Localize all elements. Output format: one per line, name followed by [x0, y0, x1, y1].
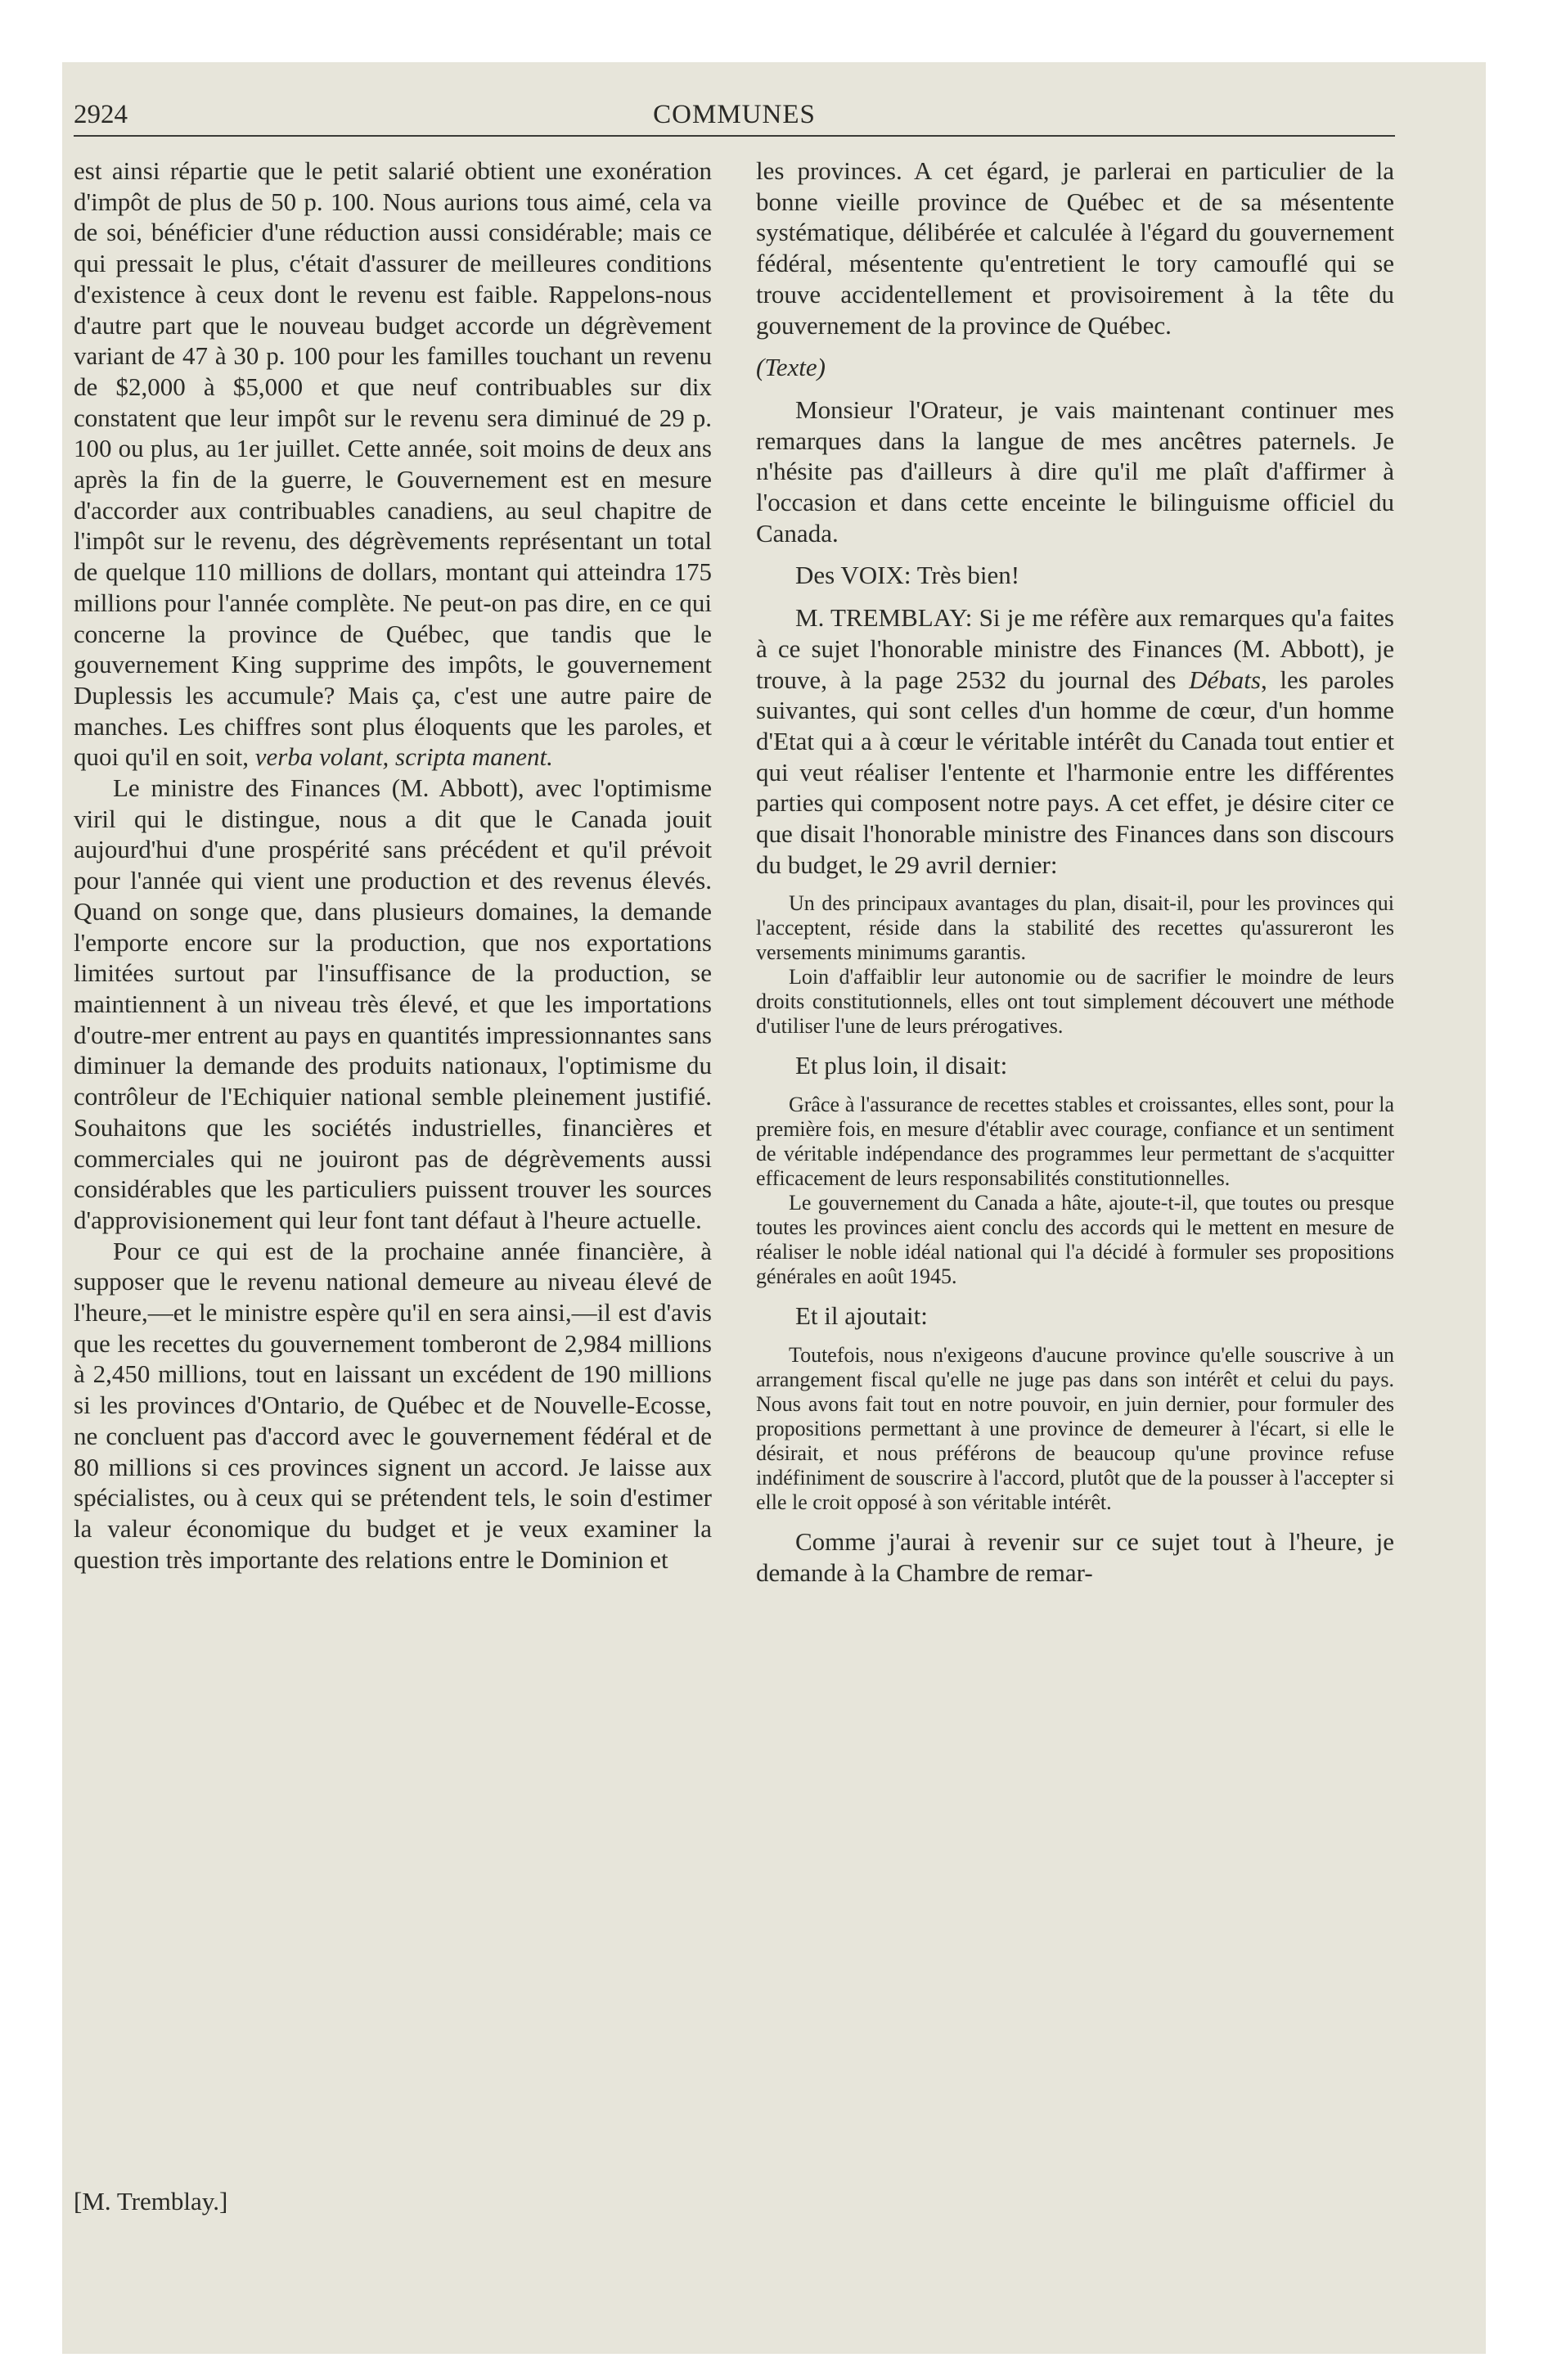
speaker-reference: [M. Tremblay.] [74, 2187, 228, 2215]
left-paragraph-3: Pour ce qui est de la prochaine année financière, à supposer que le revenu national demeure au niveau élevé de l'heure,—et le ministre espère qu'il en sera ainsi,—il est d'avis que les recettes du gouvernement tomberont de 2,984 millions à 2,450 millions, tout en laissant un excédent de 190 millions si les provinces d'Ontario, de Québec et de Nouvelle-Ecosse, ne concluent pas d'accord avec le gouvernement fédéral et de 80 millions si ces provinces signent un accord. Je laisse aux spécialistes, ou à ceux qui se prétendent tels, le soin d'estimer la valeur économique du budget et je veux examiner la question très importante des relations entre le Dominion et [74, 1236, 712, 1574]
right-paragraph-6: Et il ajoutait: [795, 1301, 928, 1331]
quote-1: Un des principaux avantages du plan, disait-il, pour les provinces qui l'acceptent, réside dans la stabilité des recettes qu'assureront les versements minimums garantis. [756, 891, 1394, 965]
right-paragraph-1: les provinces. A cet égard, je parlerai en particulier de la bonne vieille province de Québec et de sa mésentente systématique, délibérée et calculée à l'égard du gouvernement fédéral, mésentente qu'entretient le tory camouflé qui se trouve accidentellement et provisoirement à la tête du gouvernement de la province de Québec. [756, 156, 1394, 340]
left-paragraph-1: est ainsi répartie que le petit salarié obtient une exonération d'impôt de plus de 50 p. 100. Nous aurions tous aimé, cela va de soi, bénéficier d'une réduction aussi considérable; mais ce qui pressait le plus, c'était d'assurer de meilleures conditions d'existence à ceux dont le revenu est faible. Rappelons-nous d'autre part que le nouveau budget accorde un dégrèvement variant de 47 à 30 p. 100 pour les familles touchant un revenu de $2,000 à $5,000 et que neuf contribuables sur dix constatent que leur impôt sur le revenu sera diminué de 29 p. 100 ou plus, au 1er juillet. Cette année, soit moins de deux ans après la fin de la guerre, le Gouvernement est en mesure d'accorder aux contribuables canadiens, au seul chapitre de l'impôt sur le revenu, des dégrèvements représentant un total de quelque 110 millions de dollars, montant qui atteindra 175 millions pour l'année complète. Ne peut-on pas dire, en ce qui concerne la province de Québec, que tandis que le gouvernement King supprime des impôts, le gouvernement Duplessis les accumule? Mais ça, c'est une autre paire de manches. Les chiffres sont plus éloquents que les paroles, et quoi qu'il en soit, verba volant, scripta manent. [74, 156, 712, 772]
left-column [74, 156, 712, 1575]
right-paragraph-4: M. TREMBLAY: Si je me réfère aux remarques qu'a faites à ce sujet l'honorable ministre des Finances (M. Abbott), je trouve, à la page 2532 du journal des Débats, les paroles suivantes, qui sont celles d'un homme de cœur, d'un homme d'Etat qui a à cœur le véritable intérêt du Canada tout entier et qui veut réaliser l'entente et l'harmonie entre les différentes parties qui composent notre pays. A cet effet, je désire citer ce que disait l'honorable ministre des Finances dans son discours du budget, le 29 avril dernier: [756, 603, 1394, 879]
quote-3: Grâce à l'assurance de recettes stables et croissantes, elles sont, pour la première fois, en mesure d'établir avec courage, confiance et un sentiment de véritable indépendance des programmes leur permettant de s'acquitter efficacement de leurs responsabilités constitutionnelles. [756, 1093, 1394, 1191]
page-number: 2924 [74, 100, 128, 129]
quote-2: Loin d'affaiblir leur autonomie ou de sacrifier le moindre de leurs droits constitutionnels, elles ont tout simplement découvert une méthode d'utiliser l'une de leurs prérogatives. [756, 965, 1394, 1039]
latin-quote: verba volant, scripta manent. [254, 742, 553, 772]
left-paragraph-2: Le ministre des Finances (M. Abbott), avec l'optimisme viril qui le distingue, nous a dit que le Canada jouit aujourd'hui d'une prospérité sans précédent et qu'il prévoit pour l'année qui vient une production et des revenus élevés. Quand on songe que, dans plusieurs domaines, la demande l'emporte encore sur la production, que nos exportations limitées surtout par l'insuffisance de la production, se maintiennent à un niveau très élevé, et que les importations d'outre-mer entrent au pays en quantités impressionnantes sans diminuer la demande des produits nationaux, l'optimisme du contrôleur de l'Echiquier national semble pleinement justifié. Souhaitons que les sociétés industrielles, financières et commerciales qui ne jouiront pas de dégrèvements aussi considérables que les particuliers puissent trouver les sources d'approvisionement qui leur font tant défaut à l'heure actuelle. [74, 773, 712, 1234]
page-header [74, 90, 1395, 139]
quote-5: Toutefois, nous n'exigeons d'aucune province qu'elle souscrive à un arrangement fiscal qu'elle ne juge pas dans son intérêt et celui du pays. Nous avons fait tout en notre pouvoir, en juin dernier, pour formuler des propositions permettant à une province de demeurer à l'écart, si elle le désirait, et nous préférons de beaucoup qu'une province refuse indéfiniment de souscrire à l'accord, plutôt que de la pousser à l'accepter si elle le croit opposé à son véritable intérêt. [756, 1342, 1394, 1514]
right-paragraph-2: Monsieur l'Orateur, je vais maintenant continuer mes remarques dans la langue de mes ancêtres paternels. Je n'hésite pas d'ailleurs à dire qu'il me plaît d'affirmer à l'occasion et dans cette enceinte le bilinguisme officiel du Canada. [756, 394, 1394, 548]
quote-4: Le gouvernement du Canada a hâte, ajoute-t-il, que toutes ou presque toutes les provinces aient conclu des accords qui le mettent en mesure de réaliser le noble idéal national qui l'a décidé à formuler ses propositions générales en août 1945. [756, 1191, 1394, 1289]
right-column [756, 156, 1394, 1588]
right-paragraph-7: Comme j'aurai à revenir sur ce sujet tout à l'heure, je demande à la Chambre de remar- [756, 1526, 1394, 1587]
texte-label: (Texte) [756, 353, 826, 382]
header-rule [74, 135, 1395, 137]
page-title: COMMUNES [653, 100, 816, 129]
right-paragraph-5: Et plus loin, il disait: [795, 1051, 1008, 1080]
right-paragraph-3: Des VOIX: Très bien! [795, 561, 1020, 590]
